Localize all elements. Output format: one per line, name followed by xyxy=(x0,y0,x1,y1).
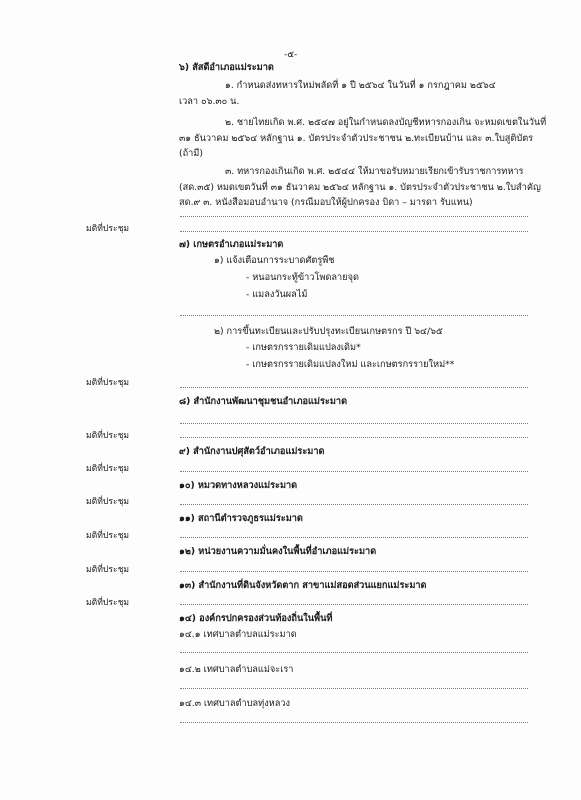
section-8-title: ๘) สำนักงานพัฒนาชุมชนอำเภอแม่ระมาด xyxy=(179,396,348,407)
dotted-line xyxy=(180,652,528,653)
section-7-sub-2-item-a: - เกษตรกรรายเดิมแปลงเดิม* xyxy=(246,342,361,353)
dotted-line xyxy=(180,387,528,388)
resolution-label: มติที่ประชุม xyxy=(86,598,130,608)
section-13-title: ๑๓) สำนักงานที่ดินจังหวัดตาก สาขาแม่สอดส่วนแยกแม่ระมาด xyxy=(179,580,427,591)
section-6-item-3-line-1: ๓. ทหารกองเกินเกิด พ.ศ. ๒๕๔๔ ให้มาขอรับหมายเรียกเข้ารับราชการทหาร xyxy=(225,166,524,177)
section-10-title: ๑๐) หมวดทางหลวงแม่ระมาด xyxy=(179,480,298,491)
dotted-line xyxy=(180,231,528,232)
dotted-line xyxy=(180,437,528,438)
page-number: -๕- xyxy=(284,50,298,60)
section-7-title: ๗) เกษตรอำเภอแม่ระมาด xyxy=(179,239,284,250)
section-6-item-1-line-1: ๑. กำหนดส่งทหารใหม่พลัดที่ ๑ ปี ๒๕๖๔ ในวันที่ ๑ กรกฎาคม ๒๕๖๔ xyxy=(225,80,496,91)
resolution-label: มติที่ประชุม xyxy=(86,565,130,575)
resolution-label: มติที่ประชุม xyxy=(86,531,130,541)
dotted-line xyxy=(180,722,528,723)
resolution-label: มติที่ประชุม xyxy=(86,224,130,234)
section-6-item-2-line-2: ๓๑ ธันวาคม ๒๕๖๔ หลักฐาน ๑. บัตรประจำตัวประชาชน ๒.ทะเบียนบ้าน และ ๓.ใบสูติบัตร xyxy=(179,133,534,144)
section-14-title: ๑๔) องค์กรปกครองส่วนท้องถิ่นในพื้นที่ xyxy=(179,613,333,624)
section-6-item-3-line-2: (สด.๓๕) หมดเขตวันที่ ๓๑ ธันวาคม ๒๕๖๔ หลักฐาน ๑. บัตรประจำตัวประชาชน ๒.ใบสำคัญ xyxy=(179,182,541,193)
resolution-label: มติที่ประชุม xyxy=(86,431,130,441)
section-7-sub-2: ๒) การขึ้นทะเบียนและปรับปรุงทะเบียนเกษตรกร ปี ๖๔/๖๕ xyxy=(214,326,443,337)
dotted-line xyxy=(180,423,528,424)
resolution-label: มติที่ประชุม xyxy=(86,464,130,474)
section-6-item-2-line-3: (ถ้ามี) xyxy=(179,148,203,159)
dotted-line xyxy=(180,504,528,505)
dotted-line xyxy=(180,537,528,538)
resolution-label: มติที่ประชุม xyxy=(86,497,130,507)
dotted-line xyxy=(180,604,528,605)
section-11-title: ๑๑) สถานีตำรวจภูธรแม่ระมาด xyxy=(179,513,303,524)
section-7-sub-1-item-b: - แมลงวันผลไม้ xyxy=(246,289,308,300)
section-14-item-1: ๑๔.๑ เทศบาลตำบลแม่ระมาด xyxy=(179,629,297,640)
section-7-sub-2-item-b: - เกษตรกรรายเดิมแปลงใหม่ และเกษตรกรรายใหม่** xyxy=(246,359,455,370)
dotted-line xyxy=(180,471,528,472)
section-6-item-2-line-1: ๒. ชายไทยเกิด พ.ศ. ๒๕๔๗ อยู่ในกำหนดลงบัญชีทหารกองเกิน จะหมดเขตในวันที่ xyxy=(225,117,547,128)
section-7-sub-1-item-a: - หนอนกระทู้ข้าวโพดลายจุด xyxy=(246,272,359,283)
section-14-item-2: ๑๔.๒ เทศบาลตำบลแม่จะเรา xyxy=(179,664,294,675)
dotted-line xyxy=(180,315,528,316)
dotted-line xyxy=(180,688,528,689)
section-9-title: ๙) สำนักงานปศุสัตว์อำเภอแม่ระมาด xyxy=(179,446,325,457)
resolution-label: มติที่ประชุม xyxy=(86,378,130,388)
dotted-line xyxy=(180,571,528,572)
section-6-item-1-line-2: เวลา ๐๖.๓๐ น. xyxy=(179,96,240,107)
dotted-line xyxy=(180,216,528,217)
section-14-item-3: ๑๔.๓ เทศบาลตำบลทุ่งหลวง xyxy=(179,698,291,709)
section-6-title: ๖) สัสดีอำเภอแม่ระมาด xyxy=(179,62,274,73)
section-6-item-3-line-3: สด.๙ ๓. หนังสือมอบอำนาจ (กรณีมอบให้ผู้ปกครอง บิดา – มารดา รับแทน) xyxy=(179,197,473,208)
section-7-sub-1: ๑) แจ้งเตือนการระบาดศัตรูพืช xyxy=(214,255,335,266)
section-12-title: ๑๒) หน่วยงานความมั่นคงในพื้นที่อำเภอแม่ระมาด xyxy=(179,546,377,557)
